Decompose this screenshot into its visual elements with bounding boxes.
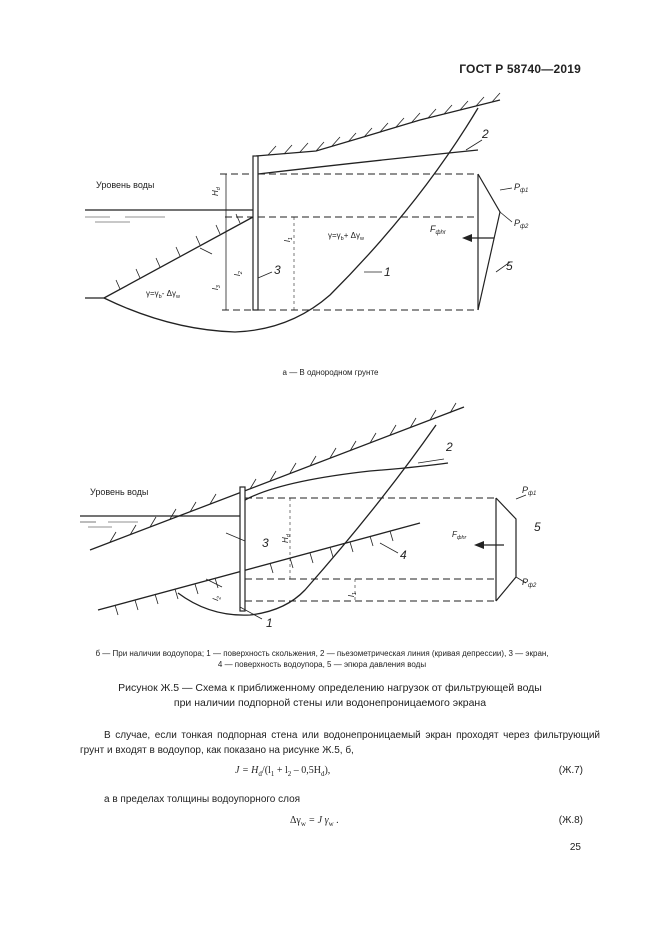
ground-surface-b <box>90 407 464 550</box>
label-p2-a: $P_{ф2}$ <box>514 218 529 230</box>
left-slope-hatch-a <box>116 214 240 289</box>
label-l1-b: $l_1$ <box>347 592 358 597</box>
wall-a <box>253 156 258 310</box>
label-l3-a: $l_3$ <box>211 285 222 290</box>
paragraph-2: а в пределах толщины водоупорного слоя <box>104 794 301 805</box>
label-2-b: 2 <box>446 440 453 454</box>
slip-surface-b <box>178 425 436 615</box>
figure-title: Рисунок Ж.5 — Схема к приближенному определению нагрузок от фильтрующей воды при наличии подпорной стены или водонепроницаемого экрана <box>118 682 542 709</box>
label-3-b: 3 <box>262 536 269 550</box>
label-5-a: 5 <box>506 259 513 273</box>
label-5-b: 5 <box>534 520 541 534</box>
label-p2-b: $P_{ф2}$ <box>522 577 537 589</box>
wall-b <box>240 487 245 611</box>
formula-number-j7: (Ж.7) <box>558 765 583 776</box>
standard-number: ГОСТ Р 58740—2019 <box>459 62 581 76</box>
figure-b <box>0 395 661 645</box>
label-p1-b: $P_{ф1}$ <box>522 485 537 497</box>
label-f-a: $F_{фhr}$ <box>430 224 446 236</box>
label-1-a: 1 <box>384 265 391 279</box>
figure-a-caption: а — В однородном грунте <box>282 368 379 377</box>
formula-j8: $\Delta\gamma_w = J$ $\gamma_w$ . <box>290 815 339 828</box>
piezometric-line-b <box>245 463 448 500</box>
label-gamma-top-a: $\gamma=\gamma_b+ \Delta\gamma_w$ <box>328 231 364 242</box>
page-number: 25 <box>569 842 581 853</box>
label-2-a: 2 <box>482 127 489 141</box>
left-slope-a <box>104 217 253 298</box>
ground-hatch-b <box>110 403 456 542</box>
label-l2-a: $l_2$ <box>233 271 244 276</box>
label-gamma-bottom-a: $\gamma=\gamma_b-$ $\Delta\gamma_w$ <box>146 289 180 300</box>
paragraph-1: В случае, если тонкая подпорная стена или водонепроницаемый экран проходят через фильтрующий грунт и входят в водоупор, как показано на рисунке Ж.5, б, <box>80 730 600 756</box>
pressure-diagram-a <box>478 174 500 310</box>
label-f-b: $F_{фhr}$ <box>452 530 467 541</box>
ground-hatch-a <box>268 93 500 155</box>
label-l2-b: $l_2$ <box>211 595 223 602</box>
label-4-b: 4 <box>400 548 407 562</box>
formula-number-j8: (Ж.8) <box>558 815 583 826</box>
aquiclude-b <box>98 523 420 610</box>
formula-j7: $J = H_d/(l_1 + l_2 - 0,5H_d)$, <box>235 765 331 778</box>
water-label-a: Уровень воды <box>96 180 155 190</box>
label-hd-b: $H_d$ <box>281 534 292 543</box>
pressure-diagram-b <box>496 498 516 601</box>
label-p1-a: $P_{ф1}$ <box>514 182 529 194</box>
pressure-box-a <box>220 174 478 310</box>
label-l1-a: $l_1$ <box>283 237 294 242</box>
water-label-b: Уровень воды <box>90 487 149 497</box>
figure-b-caption: б — При наличии водоупора; 1 — поверхность скольжения, 2 — пьезометрическая линия (кривая депрессии), 3 — экран, 4 — поверхность водоупора, 5 — эпюра давления воды <box>95 649 549 669</box>
label-3-a: 3 <box>274 263 281 277</box>
figure-a <box>0 0 661 360</box>
label-1-b: 1 <box>266 616 273 630</box>
ground-surface-a <box>256 100 500 156</box>
label-hd-a: $H_d$ <box>211 187 222 196</box>
